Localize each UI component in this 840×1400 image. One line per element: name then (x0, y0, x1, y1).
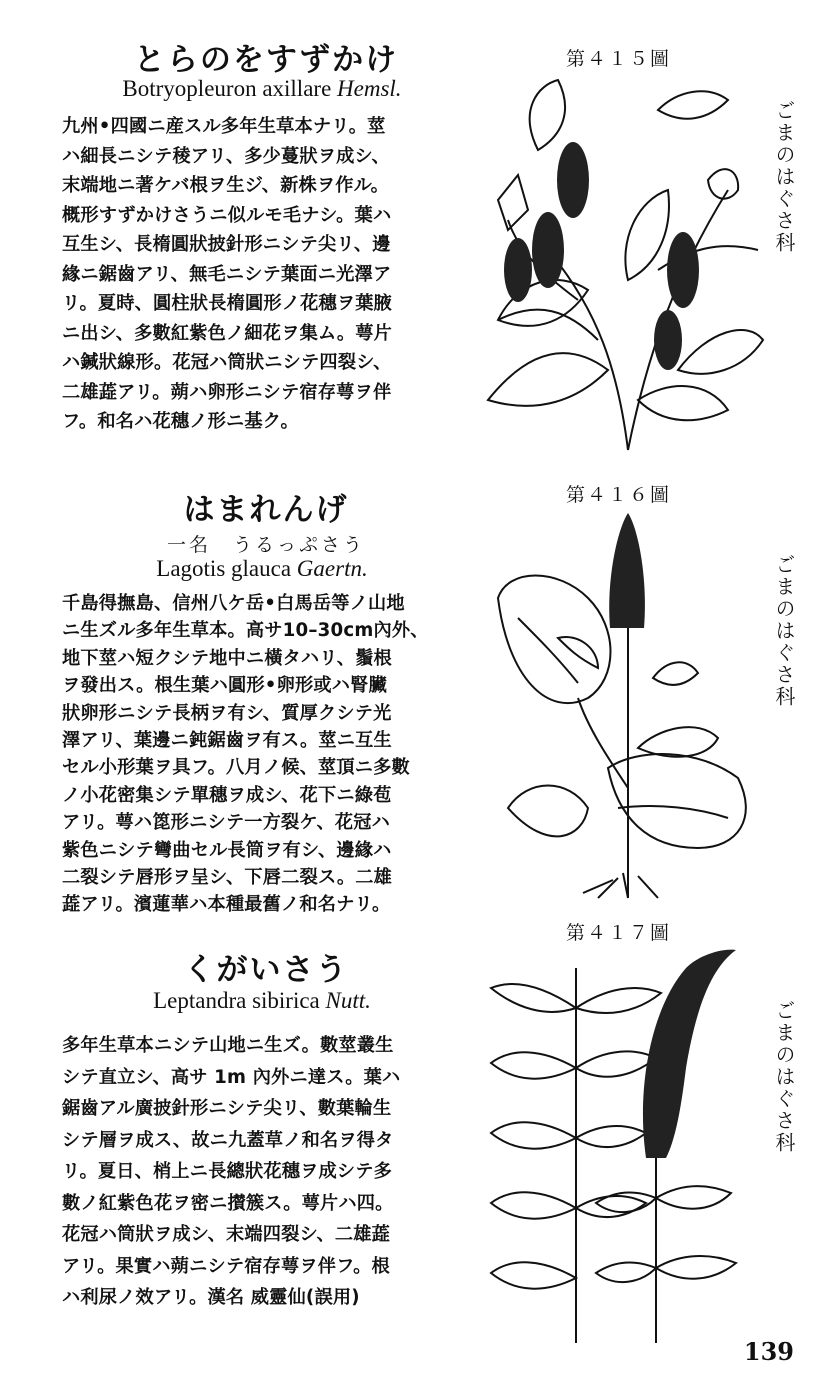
entry-description: 九州•四國ニ産スル多年生草本ナリ。莖 ハ細長ニシテ稜アリ、多少蔓狀ヲ成シ、 末端地ニ著ケバ根ヲ生ジ、新株ヲ作ル。 概形すずかけさうニ似ルモ毛ナシ。葉ハ 互生シ、長楕圓狀披針形ニシテ尖リ、邊 緣ニ鋸齒アリ、無毛ニシテ葉面ニ光澤ア リ。夏時、圓柱狀長楕圓形ノ花穗ヲ葉腋 ニ出シ、多數紅紫色ノ細花ヲ集ム。萼片 ハ鍼狀線形。花冠ハ筒狀ニシテ四裂シ、 二雄蕋アリ。蒴ハ卵形ニシテ宿存萼ヲ伴 フ。和名ハ花穗ノ形ニ基ク。 (62, 116, 393, 432)
entry-415 (0, 0, 840, 470)
plant-illustration (488, 508, 758, 900)
alternate-name: 一名 うるっぷさう (166, 534, 365, 556)
latin-name: Botryopleuron axillare Hemsl. (122, 76, 402, 101)
entry-417 (0, 900, 840, 1400)
figure-label: 第４１７圖 (566, 922, 672, 944)
plant-illustration (478, 70, 768, 455)
page-number: 139 (743, 1337, 794, 1366)
entry-title: とらのをすずかけ (133, 42, 399, 78)
entry-title: はまれんげ (183, 492, 349, 528)
family-label: ごまのはぐさ科 (772, 100, 796, 254)
latin-name: Lagotis glauca Gaertn. (156, 556, 368, 581)
entry-title: くがいさう (183, 952, 349, 988)
figure-label: 第４１６圖 (566, 484, 672, 506)
entry-416 (0, 470, 840, 916)
family-label: ごまのはぐさ科 (772, 554, 796, 708)
entry-description: 多年生草本ニシテ山地ニ生ズ。數莖叢生 シテ直立シ、高サ 1m 內外ニ達ス。葉ハ 鋸齒アル廣披針形ニシテ尖リ、數葉輪生 シテ層ヲ成ス、故ニ九蓋草ノ和名ヲ得タ リ。夏日、梢上ニ長總狀花穗ヲ成シテ多 數ノ紅紫色花ヲ密ニ攅簇ス。萼片ハ四。 花冠ハ筒狀ヲ成シ、末端四裂シ、二雄蕋 アリ。果實ハ蒴ニシテ宿存萼ヲ伴フ。根 ハ利尿ノ效アリ。漢名 威靈仙(誤用) (62, 1035, 401, 1308)
entry-description: 千島得撫島、信州八ケ岳•白馬岳等ノ山地 ニ生ズル多年生草本。高サ10–30cm內外、 地下莖ハ短クシテ地中ニ橫タハリ、鬚根 ヲ發出ス。根生葉ハ圓形•卵形或ハ腎臟 狀卵形ニシテ長柄ヲ有シ、質厚クシテ光 澤アリ、葉邊ニ鈍鋸齒ヲ有ス。莖ニ互生 セル小形葉ヲ具フ。八月ノ候、莖頂ニ多數 ノ小花密集シテ單穗ヲ成シ、花下ニ綠苞 アリ。萼ハ箆形ニシテ一方裂ケ、花冠ハ 紫色ニシテ彎曲セル長筒ヲ有シ、邊緣ハ 二裂シテ唇形ヲ呈シ、下唇二裂ス。二雄 蕋アリ。濱蓮華ハ本種最舊ノ和名ナリ。 (62, 593, 429, 916)
plant-illustration (486, 948, 746, 1343)
family-label: ごまのはぐさ科 (772, 1000, 796, 1154)
latin-name: Leptandra sibirica Nutt. (153, 988, 371, 1013)
figure-label: 第４１５圖 (566, 48, 672, 70)
